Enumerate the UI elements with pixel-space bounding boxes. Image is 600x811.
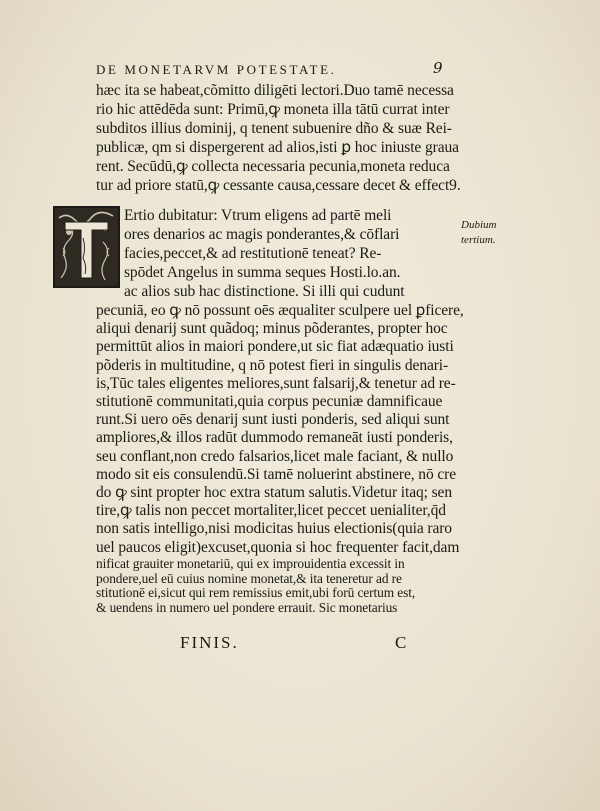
folio-number: 9 bbox=[433, 59, 443, 77]
text-line: runt.Si uero oēs denarij sunt iusti ponderis, sed aliqui sunt bbox=[96, 411, 450, 429]
text-line: & uendens in numero uel pondere errauit. Sic monetarius bbox=[96, 599, 398, 615]
text-line: modo sit eis consulendū.Si tamē noluerint abstinere, nō cre bbox=[96, 465, 456, 483]
text-line: facies,peccet,& ad restitutionē teneat? Re- bbox=[124, 245, 382, 262]
text-line: stitutionē ei,sicut qui rem remissius emit,ubi forū certum est, bbox=[96, 585, 416, 600]
signature-mark: C bbox=[395, 633, 407, 652]
text-line: uel paucos eligit)excuset,quonia si hoc frequenter facit,dam bbox=[96, 538, 460, 556]
text-line: ac alios sub hac distinctione. Si illi qui cudunt bbox=[124, 283, 405, 300]
text-line: permittūt alios in maiori pondere,ut sic fiat adæquatio iusti bbox=[96, 338, 454, 356]
margin-note-line: Dubium bbox=[461, 219, 497, 231]
text-line: aliqui denarij sunt quãdoq; minus põderantes, propter hoc bbox=[96, 320, 448, 338]
running-title: DE MONETARVM POTESTATE. bbox=[96, 62, 337, 77]
text-line: põderis in multitudine, q nō potest fieri in singulis denari- bbox=[96, 356, 449, 374]
text-line: spōdet Angelus in summa seques Hosti.lo.an. bbox=[124, 264, 401, 281]
text-line: nificat grauiter monetariū, qui ex improuidentia excessit in bbox=[96, 556, 405, 571]
margin-note-line: tertium. bbox=[461, 234, 496, 246]
text-line: ores denarios ac magis ponderantes,& cōflari bbox=[124, 226, 400, 243]
text-line: hæc ita se habeat,cõmitto diligēti lectori.Duo tamē necessa bbox=[96, 82, 454, 99]
text-line: pecuniā, eo ꝙ nō possunt oēs æqualiter sculpere uel ꝑficere, bbox=[96, 302, 464, 319]
finis-mark: FINIS. bbox=[180, 633, 239, 652]
text-line: stitutionē communitati,quia corpus pecuniæ damnificaue bbox=[96, 393, 443, 410]
text-line: Ertio dubitatur: Vtrum eligens ad partē meli bbox=[124, 207, 392, 224]
text-line: subditos illius dominij, q tenent subuenire dño & suæ Rei- bbox=[96, 120, 452, 137]
text-line: ampliores,& illos radūt dummodo remaneāt iusti ponderis, bbox=[96, 429, 453, 447]
text-line: rio hic attēdēda sunt: Primū,ꝙ moneta illa tātū currat inter bbox=[96, 101, 450, 118]
text-line: rent. Secūdū,ꝙ collecta necessaria pecunia,moneta reduca bbox=[96, 158, 450, 175]
text-line: do ꝙ sint propter hoc extra statum salutis.Videtur itaq; sen bbox=[96, 484, 452, 501]
text-line: pondere,uel eū cuius nomine monetat,& ita teneretur ad re bbox=[96, 570, 402, 586]
text-line: is,Tūc tales eligentes meliores,sunt falsarij,& tenetur ad re- bbox=[96, 374, 456, 392]
text-line: tire,ꝙ talis non peccet mortaliter,licet peccet uenialiter,q̄d bbox=[96, 502, 446, 520]
text-line: tur ad priore statū,ꝙ cessante causa,cessare decet & effect9. bbox=[96, 177, 461, 194]
text-line: publicæ, qm si dispergerent ad alios,isti ꝑ hoc iniuste graua bbox=[96, 139, 459, 156]
text-line: non satis intelligo,nisi modicitas huius electionis(quia raro bbox=[96, 520, 452, 538]
woodcut-initial-T-icon bbox=[53, 206, 120, 288]
text-line: seu conflant,non credo falsarios,licet male faciant, & nullo bbox=[96, 447, 454, 465]
